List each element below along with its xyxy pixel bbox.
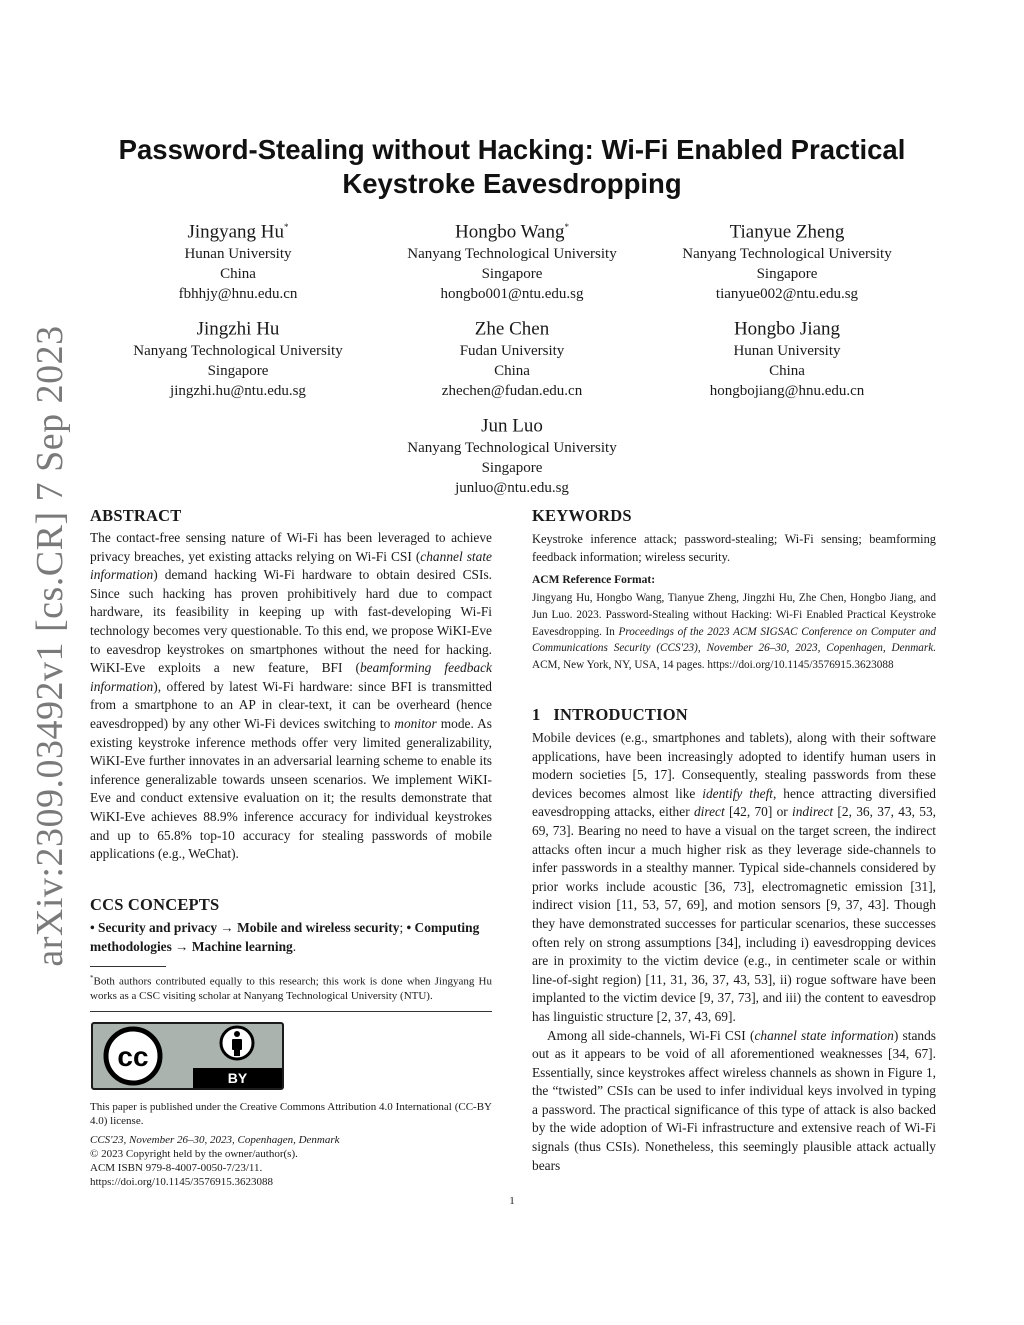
- abstract-heading: ABSTRACT: [90, 506, 182, 525]
- footnote-rule: [90, 966, 166, 967]
- author-email[interactable]: junluo@ntu.edu.sg: [455, 480, 569, 497]
- author-email[interactable]: zhechen@fudan.edu.cn: [441, 383, 583, 400]
- title-line-2: Keystroke Eavesdropping: [342, 168, 682, 199]
- author-country: Singapore: [481, 460, 543, 477]
- title-line-1: Password-Stealing without Hacking: Wi-Fi Enabled Practical: [118, 134, 906, 165]
- author-affiliation: Nanyang Technological University: [407, 440, 617, 457]
- author-block: [637, 313, 937, 401]
- paper-title: [90, 133, 934, 201]
- author-affiliation: Nanyang Technological University: [407, 246, 617, 263]
- author-block: [362, 313, 662, 401]
- author-country: China: [769, 363, 805, 380]
- author-email[interactable]: jingzhi.hu@ntu.edu.sg: [170, 383, 306, 400]
- author-name: Jun Luo: [481, 415, 543, 437]
- author-block: [88, 313, 388, 401]
- introduction-heading: 1 INTRODUCTION: [532, 705, 688, 724]
- abstract-text: The contact-free sensing nature of Wi-Fi has been leveraged to achieve privacy breaches, yet existing attacks relying on Wi-Fi CSI (channel state information) demand hacking Wi-Fi hardware to obtain desired CSIs. Since such hacking has proven prohibitively hard due to compact hardware, its feasibility in keeping up with fast-developing Wi-Fi technology becomes very questionable. To this end, we propose WiKI-Eve to eavesdrop keystrokes on smartphones without the need for hacking. WiKI-Eve exploits a new feature, BFI (beamforming feedback information), offered by latest Wi-Fi hardware: since BFI is transmitted from a smartphone to an AP in clear-text, it can be overheard (hence eavesdropped) by any other Wi-Fi devices switching to monitor mode. As existing keystroke inference methods offer very limited generalizability, WiKI-Eve further innovates in an adversarial learning scheme to enable its inference generalizable towards unseen scenarios. We implement WiKI-Eve and conduct extensive evaluation on it; the results demonstrate that WiKI-Eve achieves 88.9% inference accuracy for individual keystrokes and up to 65.8% top-10 accuracy for stealing passwords of mobile applications (e.g., WeChat).: [90, 530, 493, 862]
- cc-by-badge: [91, 1022, 284, 1090]
- author-email[interactable]: hongbojiang@hnu.edu.cn: [709, 383, 865, 400]
- author-block: [362, 216, 662, 304]
- keywords-heading: KEYWORDS: [532, 506, 632, 525]
- author-country: Singapore: [481, 266, 543, 283]
- author-affiliation: Hunan University: [733, 343, 841, 360]
- by-label: BY: [193, 1068, 282, 1088]
- author-country: Singapore: [756, 266, 818, 283]
- author-name: Jingyang Hu*: [187, 221, 289, 243]
- author-affiliation: Fudan University: [459, 343, 565, 360]
- author-affiliation: Nanyang Technological University: [133, 343, 343, 360]
- author-email[interactable]: fbhhjy@hnu.edu.cn: [178, 286, 298, 303]
- cc-logo-text: cc: [117, 1041, 149, 1072]
- author-email[interactable]: tianyue002@ntu.edu.sg: [715, 286, 859, 303]
- author-email[interactable]: hongbo001@ntu.edu.sg: [440, 286, 584, 303]
- ccs-concepts-text: • Security and privacy → Mobile and wireless security; • Computing methodologies → Machine learning.: [90, 920, 480, 954]
- license-venue: CCS'23, November 26–30, 2023, Copenhagen, Denmark © 2023 Copyright held by the owner/author(s). ACM ISBN 979-8-4007-0050-7/23/11. https://doi.org/10.1145/3576915.3623088: [90, 1133, 492, 1189]
- acm-ref-text: Jingyang Hu, Hongbo Wang, Tianyue Zheng, Jingzhi Hu, Zhe Chen, Hongbo Jiang, and Jun Luo. 2023. Password-Stealing without Hacking: Wi-Fi Enabled Practical Keystroke Eavesdropping. In Proceedings of the 2023 ACM SIGSAC Conference on Computer and Communications Security (CCS'23), November 26–30, 2023, Copenhagen, Denmark. ACM, New York, NY, USA, 14 pages. https://doi.org/10.1145/3576915.3623088: [532, 592, 936, 672]
- introduction-text: Mobile devices (e.g., smartphones and tablets), along with their software applications, have been increasingly adopted to identify human users in modern societies [5, 17]. Consequently, stealing passwords from these devices becomes almost like identify theft, hence attracting diversified eavesdropping attacks, either direct [42, 70] or indirect [2, 36, 37, 43, 53, 69, 73]. Bearing no need to have a visual on the target screen, the indirect attacks often incur a much higher risk as they leverage side-channels to infer passwords in a stealthy manner. Typical side-channels considered by prior works include acoustic [36, 73], electromagnetic emission [31], indirect vision [11, 53, 57, 69], and motion sensors [9, 37, 43]. Though they have demonstrated successes for particular scenarios, these successes often rely on strong assumptions [34], including i) eavesdropping devices are in proximity to the victim device (e.g., in centimeter scale or within line-of-sight region) [11, 31, 36, 37, 43, 53], ii) rogue software have been implanted to the victim device [9, 37, 73], and iii) the content to eavesdrop has linguistic structure [2, 37, 43, 69]. Among all side-channels, Wi-Fi CSI (channel state information) stands out as it appears to be void of all aforementioned weaknesses [34, 67]. Essentially, since keystrokes affect wireless channels as shown in Figure 1, the “twisted” CSIs can be used to infer individual keys involved in typing a password. The practical significance of this type of attack is also backed by the wide adoption of Wi-Fi infrastructure and extensive reach of Wi-Fi signals (thus CSIs). Nonetheless, this seemingly plausible attack actually bears: [532, 730, 937, 1173]
- author-name: Hongbo Jiang: [733, 318, 841, 340]
- author-block: [88, 216, 388, 304]
- author-country: China: [220, 266, 256, 283]
- author-block: [637, 216, 937, 304]
- license-text: This paper is published under the Creative Commons Attribution 4.0 International (CC-BY 4.0) license.: [90, 1101, 492, 1127]
- author-name: Tianyue Zheng: [729, 221, 845, 243]
- footnote: *Both authors contributed equally to this research; this work is done when Jingyang Hu works as a CSC visiting scholar at Nanyang Technological University (NTU).: [90, 974, 492, 1002]
- divider: [90, 1011, 492, 1012]
- author-affiliation: Nanyang Technological University: [682, 246, 892, 263]
- author-affiliation: Hunan University: [184, 246, 292, 263]
- author-name: Jingzhi Hu: [196, 318, 280, 340]
- author-name: Hongbo Wang*: [455, 221, 569, 243]
- keywords-text: Keystroke inference attack; password-stealing; Wi-Fi sensing; beamforming feedback information; wireless security.: [532, 532, 936, 564]
- author-name: Zhe Chen: [474, 318, 550, 340]
- acm-ref-label: ACM Reference Format:: [532, 574, 656, 586]
- page-number: 1: [509, 1195, 515, 1207]
- doi-link[interactable]: https://doi.org/10.1145/3576915.3623088: [90, 1176, 274, 1188]
- author-country: Singapore: [207, 363, 269, 380]
- arxiv-stamp: arXiv:2309.03492v1 [cs.CR] 7 Sep 2023: [29, 325, 71, 967]
- author-country: China: [494, 363, 530, 380]
- author-block: [362, 410, 662, 498]
- ccs-concepts-heading: CCS CONCEPTS: [90, 895, 220, 914]
